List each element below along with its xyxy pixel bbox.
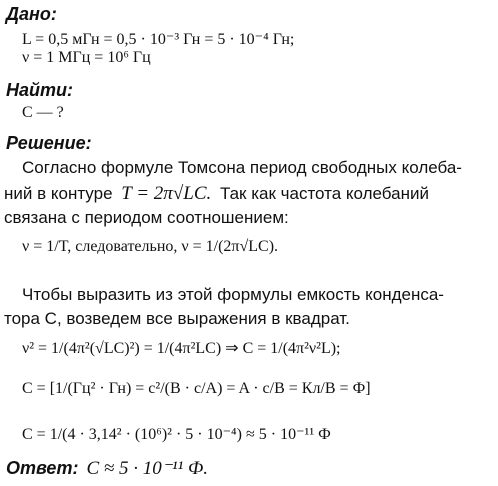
thomson-formula: T = 2π√LC. xyxy=(121,183,212,204)
solution-text: связана с периодом соотношением: xyxy=(4,208,289,227)
units-check: C = [1/(Гц² · Гн) = c²/(B · c/A) = A · c/B = Кл/B = Ф] xyxy=(22,380,371,397)
numeric-calculation: C = 1/(4 · 3,14² · (10⁶)² · 5 · 10⁻⁴) ≈ 5 · 10⁻¹¹ Ф xyxy=(22,426,331,443)
solution-text: Так как частота колебаний xyxy=(219,184,429,203)
solution-text: Согласно формуле Томсона период свободных колеба- xyxy=(22,158,462,177)
solution-text: Чтобы выразить из этой формулы емкость конденса- xyxy=(22,285,444,304)
find-heading: Найти: xyxy=(6,80,73,100)
frequency-relation: ν = 1/T, следовательно, ν = 1/(2π√LC). xyxy=(22,238,279,255)
squared-equation: ν² = 1/(4π²(√LC)²) = 1/(4π²LC) ⇒ C = 1/(4π²ν²L); xyxy=(22,340,341,357)
given-inductance: L = 0,5 мГн = 0,5 · 10⁻³ Гн = 5 · 10⁻⁴ Гн; xyxy=(22,31,295,48)
find-target: C — ? xyxy=(22,104,64,121)
given-heading: Дано: xyxy=(6,4,57,24)
solution-text: ний в контуре xyxy=(4,184,113,203)
given-frequency: ν = 1 МГц = 10⁶ Гц xyxy=(22,49,151,66)
solution-heading: Решение: xyxy=(6,133,92,153)
solution-text-line2 xyxy=(4,183,429,205)
solution-text: тора С, возведем все выражения в квадрат. xyxy=(4,309,350,328)
answer-value: C ≈ 5 · 10⁻¹¹ Ф. xyxy=(86,458,209,479)
answer-heading: Ответ: xyxy=(6,458,79,478)
answer-line xyxy=(6,457,208,480)
